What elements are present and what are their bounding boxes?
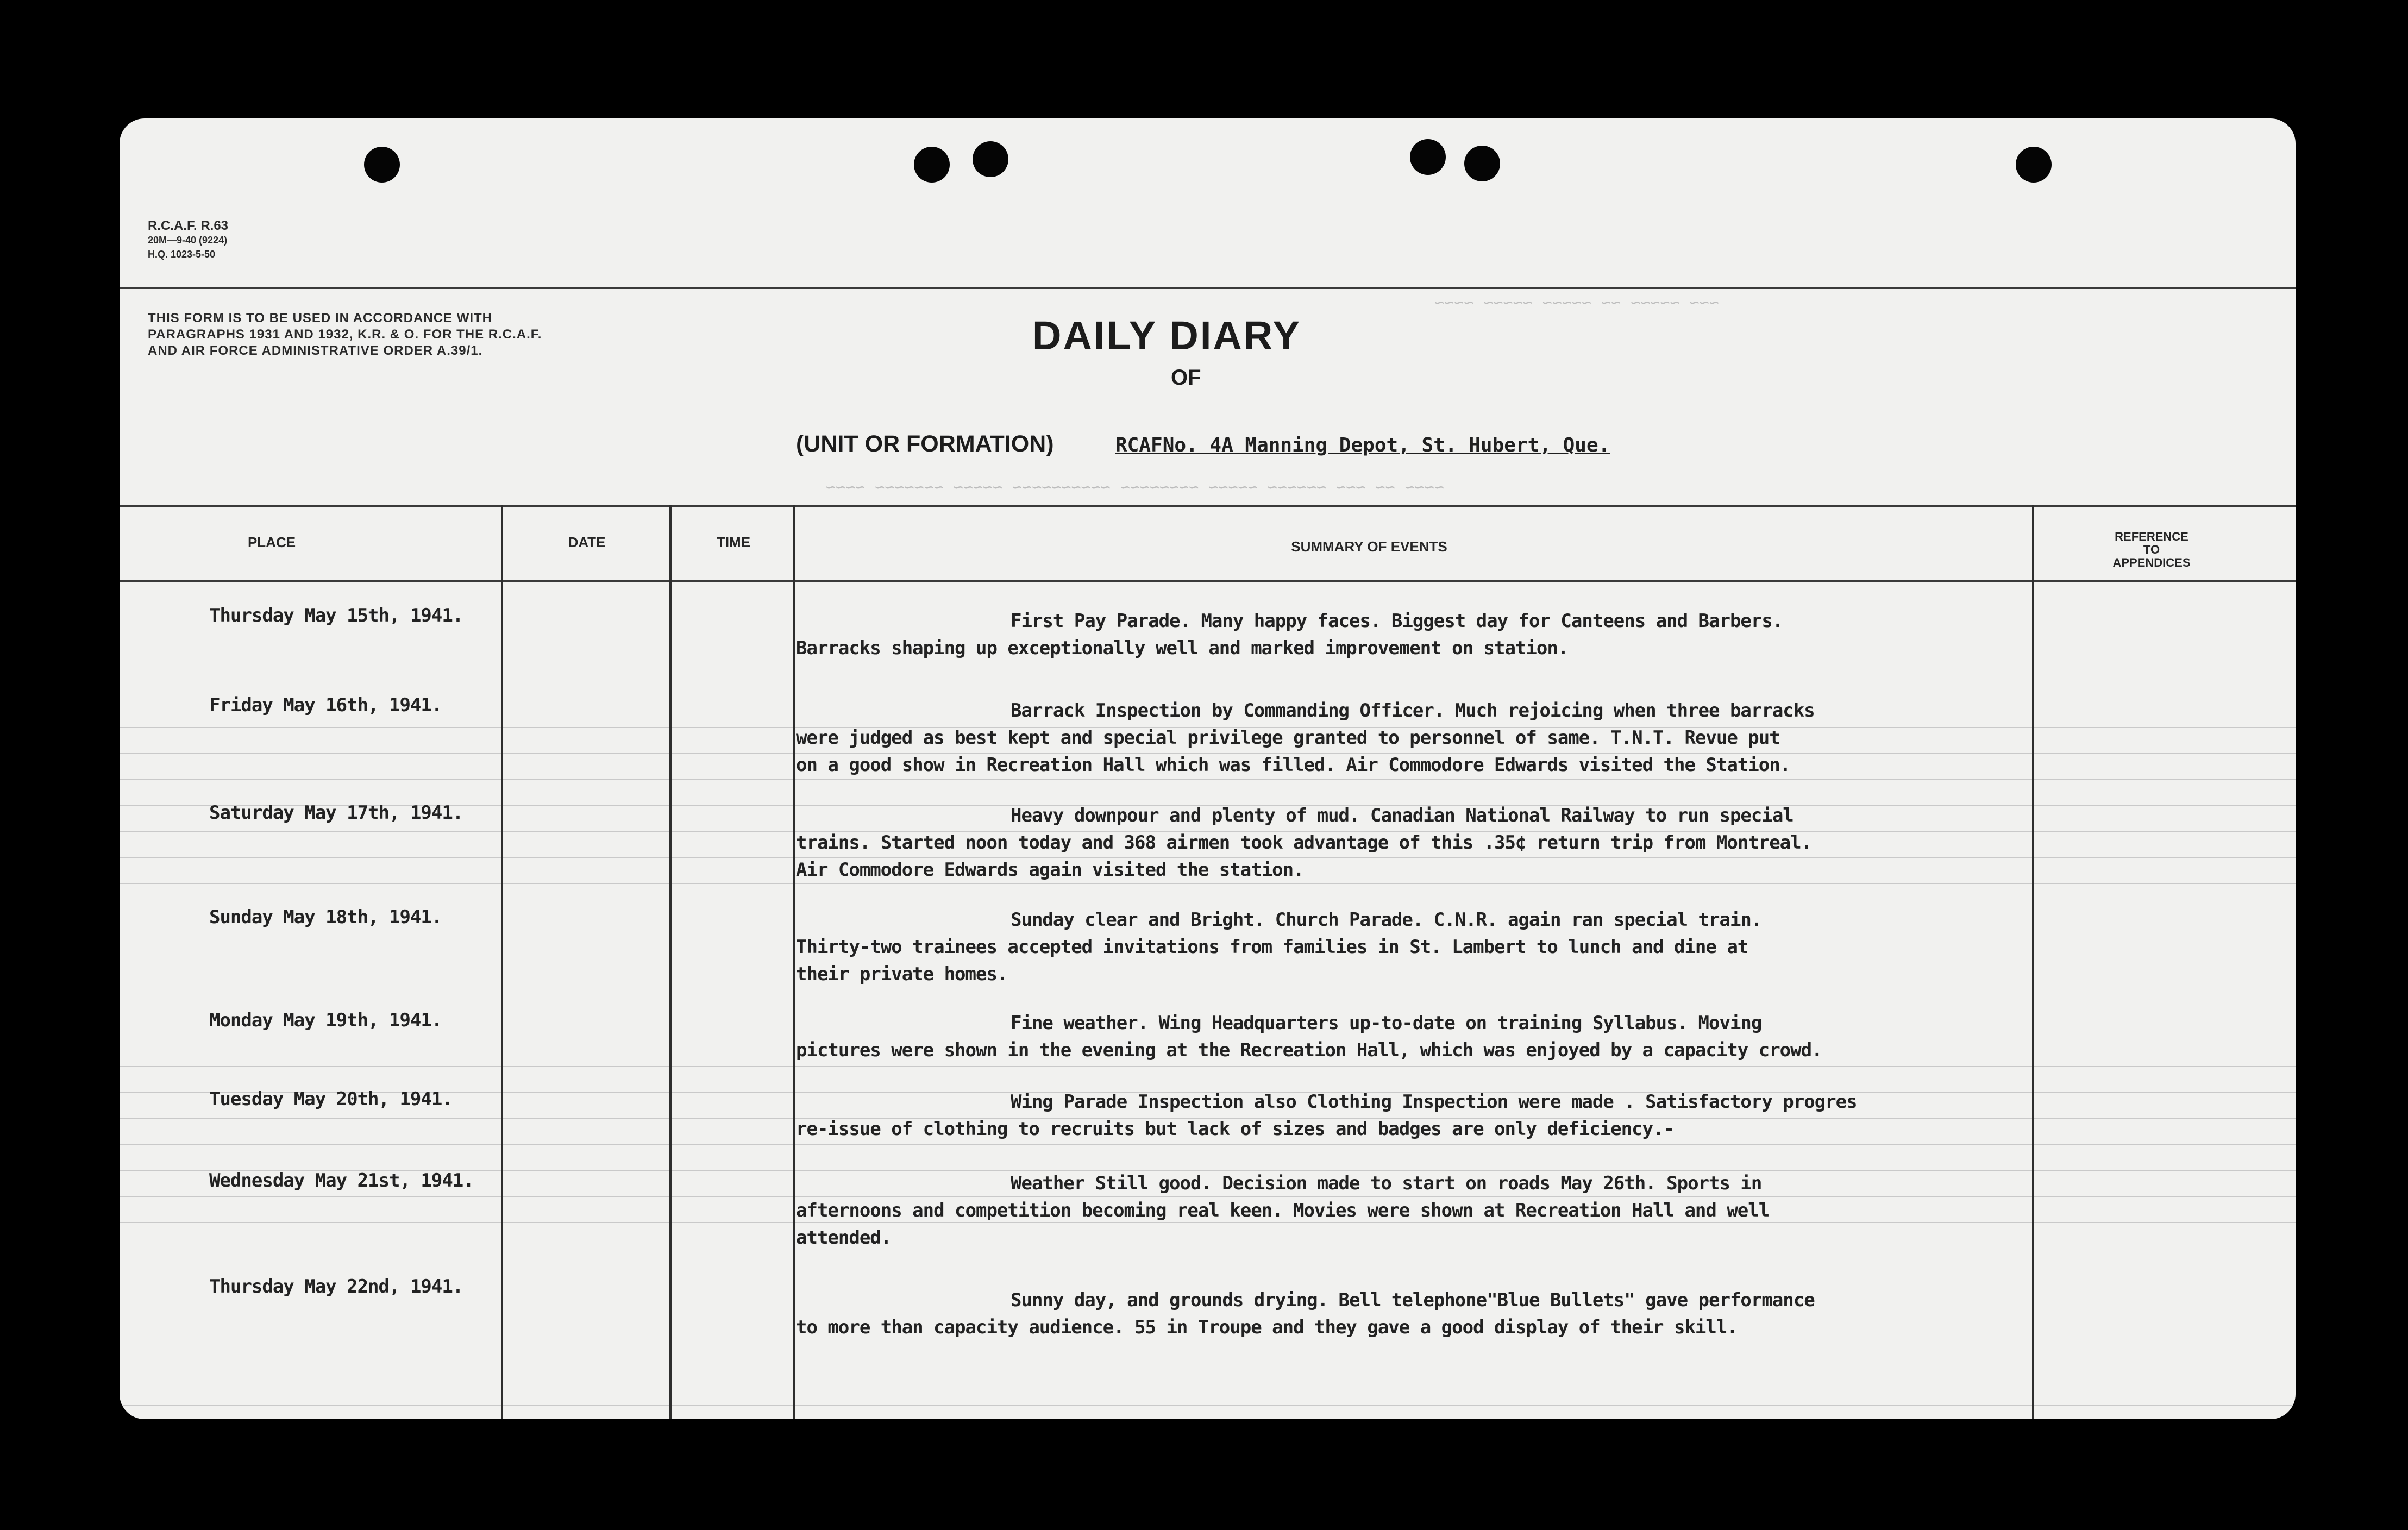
column-header-summary: SUMMARY OF EVENTS bbox=[1291, 538, 1447, 555]
punch-hole bbox=[1464, 146, 1500, 181]
entry-summary bbox=[796, 607, 2067, 662]
unit-label: (UNIT OR FORMATION) bbox=[796, 431, 1054, 457]
entry-place: Thursday May 22nd, 1941. bbox=[209, 1276, 463, 1297]
entry-place: Thursday May 15th, 1941. bbox=[209, 605, 463, 626]
punch-hole bbox=[364, 147, 400, 183]
column-divider bbox=[669, 505, 672, 1419]
entry-place: Sunday May 18th, 1941. bbox=[209, 906, 442, 928]
form-code-line: H.Q. 1023-5-50 bbox=[148, 249, 216, 260]
entry-summary bbox=[796, 697, 2067, 779]
entry-summary bbox=[796, 906, 2067, 988]
summary-line: to more than capacity audience. 55 in Troupe and they gave a good display of their skill. bbox=[796, 1316, 1738, 1338]
bleed-through-text: ~~~~ ~~ ~~~ ~~~~~~ ~~~~~ ~~~~~~~~ ~~~~~~~~~~ ~~~~~ ~~~~~~~ ~~~~ bbox=[826, 478, 1444, 497]
summary-line: Thirty-two trainees accepted invitations from families in St. Lambert to lunch and dine at bbox=[796, 936, 1748, 958]
title-of: OF bbox=[1171, 366, 1201, 390]
entry-place: Saturday May 17th, 1941. bbox=[209, 802, 463, 824]
summary-line: pictures were shown in the evening at the Recreation Hall, which was enjoyed by a capacity crowd. bbox=[796, 1039, 1822, 1061]
summary-line: re-issue of clothing to recruits but lack of sizes and badges are only deficiency.- bbox=[796, 1118, 1674, 1140]
ruling-line bbox=[120, 883, 2296, 884]
column-header-reference bbox=[2070, 530, 2233, 569]
summary-line: First Pay Parade. Many happy faces. Biggest day for Canteens and Barbers. bbox=[1011, 610, 1783, 632]
summary-line: on a good show in Recreation Hall which was filled. Air Commodore Edwards visited the Station. bbox=[796, 754, 1791, 776]
entry-summary bbox=[796, 1287, 2067, 1341]
unit-value: RCAFNo. 4A Manning Depot, St. Hubert, Que. bbox=[1115, 434, 1610, 456]
entry-summary bbox=[796, 1009, 2067, 1064]
column-header-time: TIME bbox=[716, 534, 751, 550]
column-divider bbox=[501, 505, 503, 1419]
summary-line: Sunny day, and grounds drying. Bell telephone"Blue Bullets" gave performance bbox=[1011, 1289, 1815, 1311]
entry-place: Wednesday May 21st, 1941. bbox=[209, 1170, 474, 1192]
entry-place: Monday May 19th, 1941. bbox=[209, 1009, 442, 1031]
diary-form-card bbox=[120, 118, 2296, 1419]
summary-line: Wing Parade Inspection also Clothing Inspection were made . Satisfactory progres bbox=[1011, 1091, 1857, 1113]
form-code-line: 20M—9-40 (9224) bbox=[148, 235, 228, 246]
reference-header-line: APPENDICES bbox=[2112, 556, 2191, 569]
summary-line: Fine weather. Wing Headquarters up-to-date on training Syllabus. Moving bbox=[1011, 1012, 1762, 1034]
reference-header-line: TO bbox=[2143, 543, 2160, 556]
summary-line: their private homes. bbox=[796, 963, 1008, 985]
column-header-place: PLACE bbox=[247, 534, 296, 550]
form-code bbox=[148, 219, 228, 261]
summary-line: Barrack Inspection by Commanding Officer. Much rejoicing when three barracks bbox=[1011, 700, 1815, 722]
entry-place: Tuesday May 20th, 1941. bbox=[209, 1088, 453, 1110]
ruling-line bbox=[120, 1405, 2296, 1406]
summary-line: Sunday clear and Bright. Church Parade. C.N.R. again ran special train. bbox=[1011, 909, 1762, 931]
column-divider bbox=[793, 505, 795, 1419]
ruling-line bbox=[120, 1144, 2296, 1145]
summary-line: attended. bbox=[796, 1227, 892, 1249]
summary-line: afternoons and competition becoming real keen. Movies were shown at Recreation Hall and well bbox=[796, 1200, 1770, 1221]
table-top-border bbox=[120, 505, 2296, 507]
header-divider bbox=[120, 287, 2296, 289]
page-title: DAILY DIARY bbox=[1032, 313, 1301, 358]
form-instruction: THIS FORM IS TO BE USED IN ACCORDANCE WITH PARAGRAPHS 1931 AND 1932, K.R. & O. FOR THE R.C.A.F. AND AIR FORCE ADMINISTRATIVE ORDER A.39/1. bbox=[148, 311, 542, 358]
punch-hole bbox=[973, 141, 1008, 177]
summary-line: trains. Started noon today and 368 airmen took advantage of this .35¢ return trip from Montreal. bbox=[796, 832, 1812, 854]
punch-hole bbox=[1410, 139, 1446, 175]
entry-summary bbox=[796, 1170, 2067, 1251]
reference-header-line: REFERENCE bbox=[2115, 530, 2188, 543]
summary-line: Air Commodore Edwards again visited the station. bbox=[796, 859, 1304, 881]
ruling-line bbox=[120, 779, 2296, 780]
summary-line: were judged as best kept and special privilege granted to personnel of same. T.N.T. Revue put bbox=[796, 727, 1780, 749]
punch-hole bbox=[914, 147, 950, 183]
summary-line: Heavy downpour and plenty of mud. Canadian National Railway to run special bbox=[1011, 805, 1794, 826]
bleed-through-text: ~~~ ~~~~~ ~~ ~~~~~ ~~~~~ ~~~~ bbox=[1434, 293, 1719, 312]
entry-summary bbox=[796, 1088, 2067, 1143]
summary-line: Weather Still good. Decision made to start on roads May 26th. Sports in bbox=[1011, 1172, 1762, 1194]
ruling-line bbox=[120, 1066, 2296, 1067]
punch-hole bbox=[2016, 147, 2052, 183]
column-header-date: DATE bbox=[568, 534, 606, 550]
table-header-border bbox=[120, 580, 2296, 582]
entry-summary bbox=[796, 802, 2067, 883]
summary-line: Barracks shaping up exceptionally well and marked improvement on station. bbox=[796, 637, 1569, 659]
entry-place: Friday May 16th, 1941. bbox=[209, 694, 442, 716]
form-code-line: R.C.A.F. R.63 bbox=[148, 218, 229, 233]
